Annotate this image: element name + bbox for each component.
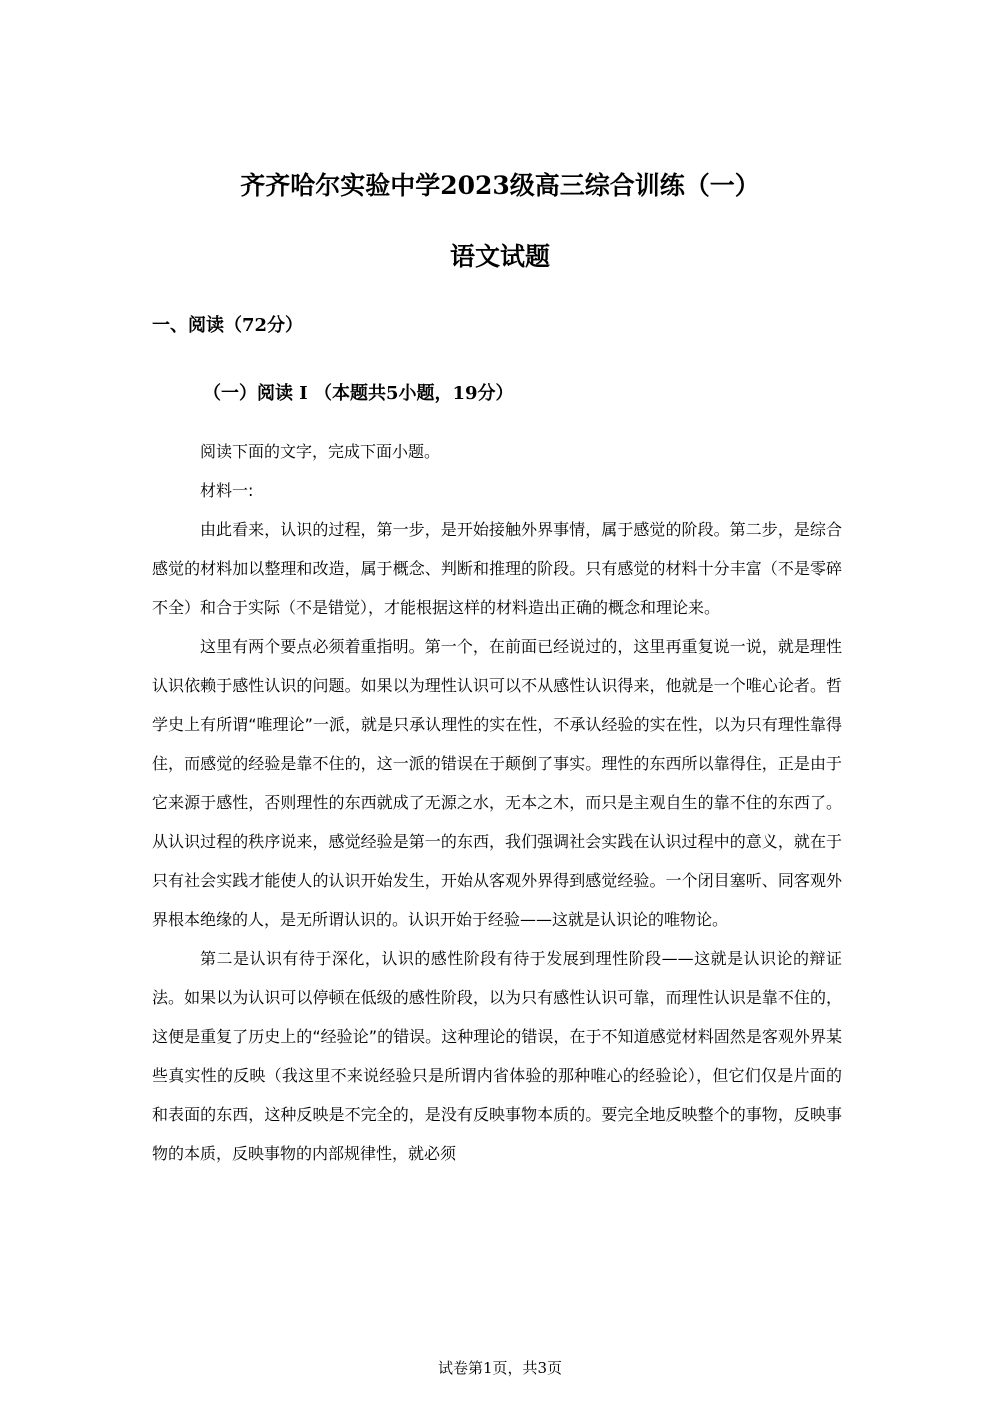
exam-subtitle: 语文试题 [449,242,550,271]
subsection-heading-reading-1: （一）阅读 I （本题共5小题，19分） [203,383,514,404]
section-heading-reading: 一、阅读（72分） [152,315,304,336]
exam-title: 齐齐哈尔实验中学2023级高三综合训练（一） [240,171,760,200]
passage-paragraph-1: 由此看来，认识的过程，第一步，是开始接触外界事情，属于感觉的阶段。第二步，是综合感觉的材料加以整理和改造，属于概念、判断和推理的阶段。只有感觉的材料十分丰富（不是零碎不全）和合于实际（不是错觉），才能根据这样的材料造出正确的概念和理论来。 [152,520,842,617]
page-footer: 试卷第1页，共3页 [437,1359,563,1377]
reading-passage [152,432,842,1173]
reading-instruction: 阅读下面的文字，完成下面小题。 [200,442,441,461]
material-label: 材料一: [200,481,254,500]
passage-paragraph-2: 这里有两个要点必须着重指明。第一个，在前面已经说过的，这里再重复说一说，就是理性认识依赖于感性认识的问题。如果以为理性认识可以不从感性认识得来，他就是一个唯心论者。哲学史上有所谓“唯理论”一派，就是只承认理性的实在性，不承认经验的实在性，以为只有理性靠得住，而感觉的经验是靠不住的，这一派的错误在于颠倒了事实。理性的东西所以靠得住，正是由于它来源于感性，否则理性的东西就成了无源之水，无本之木，而只是主观自生的靠不住的东西了。从认识过程的秩序说来，感觉经验是第一的东西，我们强调社会实践在认识过程中的意义，就在于只有社会实践才能使人的认识开始发生，开始从客观外界得到感觉经验。一个闭目塞听、同客观外界根本绝缘的人，是无所谓认识的。认识开始于经验——这就是认识论的唯物论。 [152,637,842,929]
passage-paragraph-3: 第二是认识有待于深化，认识的感性阶段有待于发展到理性阶段——这就是认识论的辩证法。如果以为认识可以停顿在低级的感性阶段，以为只有感性认识可靠，而理性认识是靠不住的，这便是重复了历史上的“经验论”的错误。这种理论的错误，在于不知道感觉材料固然是客观外界某些真实性的反映（我这里不来说经验只是所谓内省体验的那种唯心的经验论），但它们仅是片面的和表面的东西，这种反映是不完全的，是没有反映事物本质的。要完全地反映整个的事物，反映事物的本质，反映事物的内部规律性，就必须 [152,949,842,1163]
